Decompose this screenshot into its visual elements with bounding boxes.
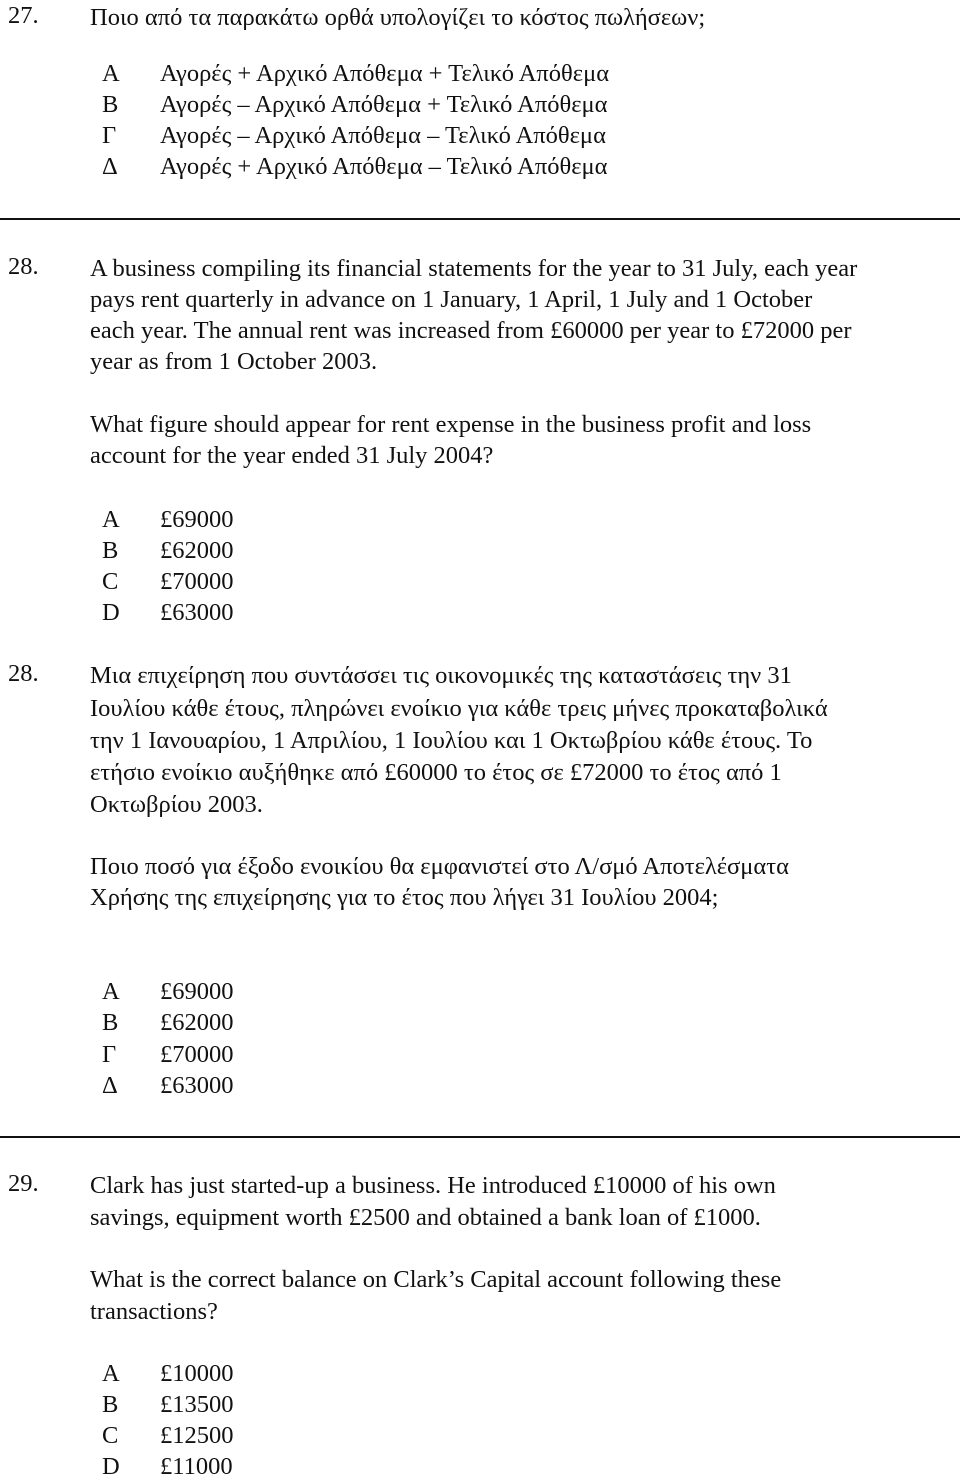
option-letter: B bbox=[102, 1391, 119, 1418]
option-letter: D bbox=[102, 599, 120, 626]
option-letter: Γ bbox=[102, 1041, 117, 1068]
option-text: Αγορές – Αρχικό Απόθεμα – Τελικό Απόθεμα bbox=[160, 122, 606, 149]
question-number: 28. bbox=[8, 253, 39, 280]
question-text-line: Ιουλίου κάθε έτους, πληρώνει ενοίκιο για κάθε τρεις μήνες προκαταβολικά bbox=[90, 695, 828, 722]
question-number: 29. bbox=[8, 1170, 39, 1197]
answer-option[interactable] bbox=[102, 566, 234, 597]
question-number: 28. bbox=[8, 660, 39, 687]
section-divider bbox=[0, 218, 960, 220]
option-text: £63000 bbox=[160, 599, 234, 626]
question-text-line: την 1 Ιανουαρίου, 1 Απριλίου, 1 Ιουλίου και 1 Οκτωβρίου κάθε έτους. Το bbox=[90, 727, 813, 754]
question-text-line: Clark has just started-up a business. He introduced £10000 of his own bbox=[90, 1172, 776, 1199]
option-text: £10000 bbox=[160, 1360, 234, 1387]
option-text: £12500 bbox=[160, 1422, 234, 1449]
option-text: £69000 bbox=[160, 506, 234, 533]
answer-option[interactable] bbox=[102, 1389, 234, 1420]
question-text-line: savings, equipment worth £2500 and obtained a bank loan of £1000. bbox=[90, 1204, 761, 1231]
answer-option[interactable] bbox=[102, 1039, 234, 1070]
option-text: £13500 bbox=[160, 1391, 234, 1418]
option-letter: C bbox=[102, 1422, 119, 1449]
answer-option[interactable] bbox=[102, 535, 234, 566]
answer-option[interactable] bbox=[102, 151, 607, 182]
option-letter: Γ bbox=[102, 122, 117, 149]
answer-option[interactable] bbox=[102, 504, 234, 535]
question-text-line: ετήσιο ενοίκιο αυξήθηκε από £60000 το έτος σε £72000 το έτος από 1 bbox=[90, 759, 782, 786]
option-text: £69000 bbox=[160, 978, 234, 1005]
answer-option[interactable] bbox=[102, 120, 606, 151]
option-letter: Α bbox=[102, 60, 120, 87]
question-prompt-line: transactions? bbox=[90, 1298, 218, 1325]
option-text: Αγορές + Αρχικό Απόθεμα – Τελικό Απόθεμα bbox=[160, 153, 608, 180]
option-letter: Δ bbox=[102, 1072, 118, 1099]
answer-option[interactable] bbox=[102, 976, 234, 1007]
option-text: £70000 bbox=[160, 1041, 234, 1068]
answer-option[interactable] bbox=[102, 1007, 234, 1038]
question-text: Ποιο από τα παρακάτω ορθά υπολογίζει το κόστος πωλήσεων; bbox=[90, 4, 706, 31]
question-prompt-line: What is the correct balance on Clark’s Capital account following these bbox=[90, 1266, 782, 1293]
question-text-line: A business compiling its financial statements for the year to 31 July, each year bbox=[90, 255, 858, 282]
option-text: £11000 bbox=[160, 1453, 233, 1480]
question-prompt-line: Ποιο ποσό για έξοδο ενοικίου θα εμφανιστεί στο Λ/σμό Αποτελέσματα bbox=[90, 853, 789, 880]
question-text-line: year as from 1 October 2003. bbox=[90, 348, 378, 375]
answer-option[interactable] bbox=[102, 1070, 234, 1101]
question-number: 27. bbox=[8, 2, 39, 29]
option-letter: C bbox=[102, 568, 119, 595]
question-text-line: pays rent quarterly in advance on 1 January, 1 April, 1 July and 1 October bbox=[90, 286, 813, 313]
option-text: £62000 bbox=[160, 537, 234, 564]
option-letter: D bbox=[102, 1453, 120, 1480]
question-text-line: Μια επιχείρηση που συντάσσει τις οικονομικές της καταστάσεις την 31 bbox=[90, 662, 792, 689]
section-divider bbox=[0, 1136, 960, 1138]
question-text-line: each year. The annual rent was increased from £60000 per year to £72000 per bbox=[90, 317, 852, 344]
question-prompt-line: account for the year ended 31 July 2004? bbox=[90, 442, 494, 469]
answer-option[interactable] bbox=[102, 1451, 233, 1482]
option-letter: A bbox=[102, 1360, 120, 1387]
answer-option[interactable] bbox=[102, 597, 234, 628]
option-letter: Β bbox=[102, 91, 119, 118]
option-letter: B bbox=[102, 537, 119, 564]
option-text: £62000 bbox=[160, 1009, 234, 1036]
option-letter: Β bbox=[102, 1009, 119, 1036]
option-text: £63000 bbox=[160, 1072, 234, 1099]
option-text: Αγορές + Αρχικό Απόθεμα + Τελικό Απόθεμα bbox=[160, 60, 610, 87]
answer-option[interactable] bbox=[102, 1420, 234, 1451]
question-prompt-line: What figure should appear for rent expense in the business profit and loss bbox=[90, 411, 812, 438]
option-text: £70000 bbox=[160, 568, 234, 595]
option-letter: A bbox=[102, 506, 120, 533]
answer-option[interactable] bbox=[102, 1358, 234, 1389]
question-text-line: Οκτωβρίου 2003. bbox=[90, 791, 263, 818]
option-letter: Δ bbox=[102, 153, 118, 180]
answer-option[interactable] bbox=[102, 89, 607, 120]
option-text: Αγορές – Αρχικό Απόθεμα + Τελικό Απόθεμα bbox=[160, 91, 608, 118]
answer-option[interactable] bbox=[102, 58, 609, 89]
question-prompt-line: Χρήσης της επιχείρησης για το έτος που λήγει 31 Ιουλίου 2004; bbox=[90, 884, 719, 911]
option-letter: Α bbox=[102, 978, 120, 1005]
